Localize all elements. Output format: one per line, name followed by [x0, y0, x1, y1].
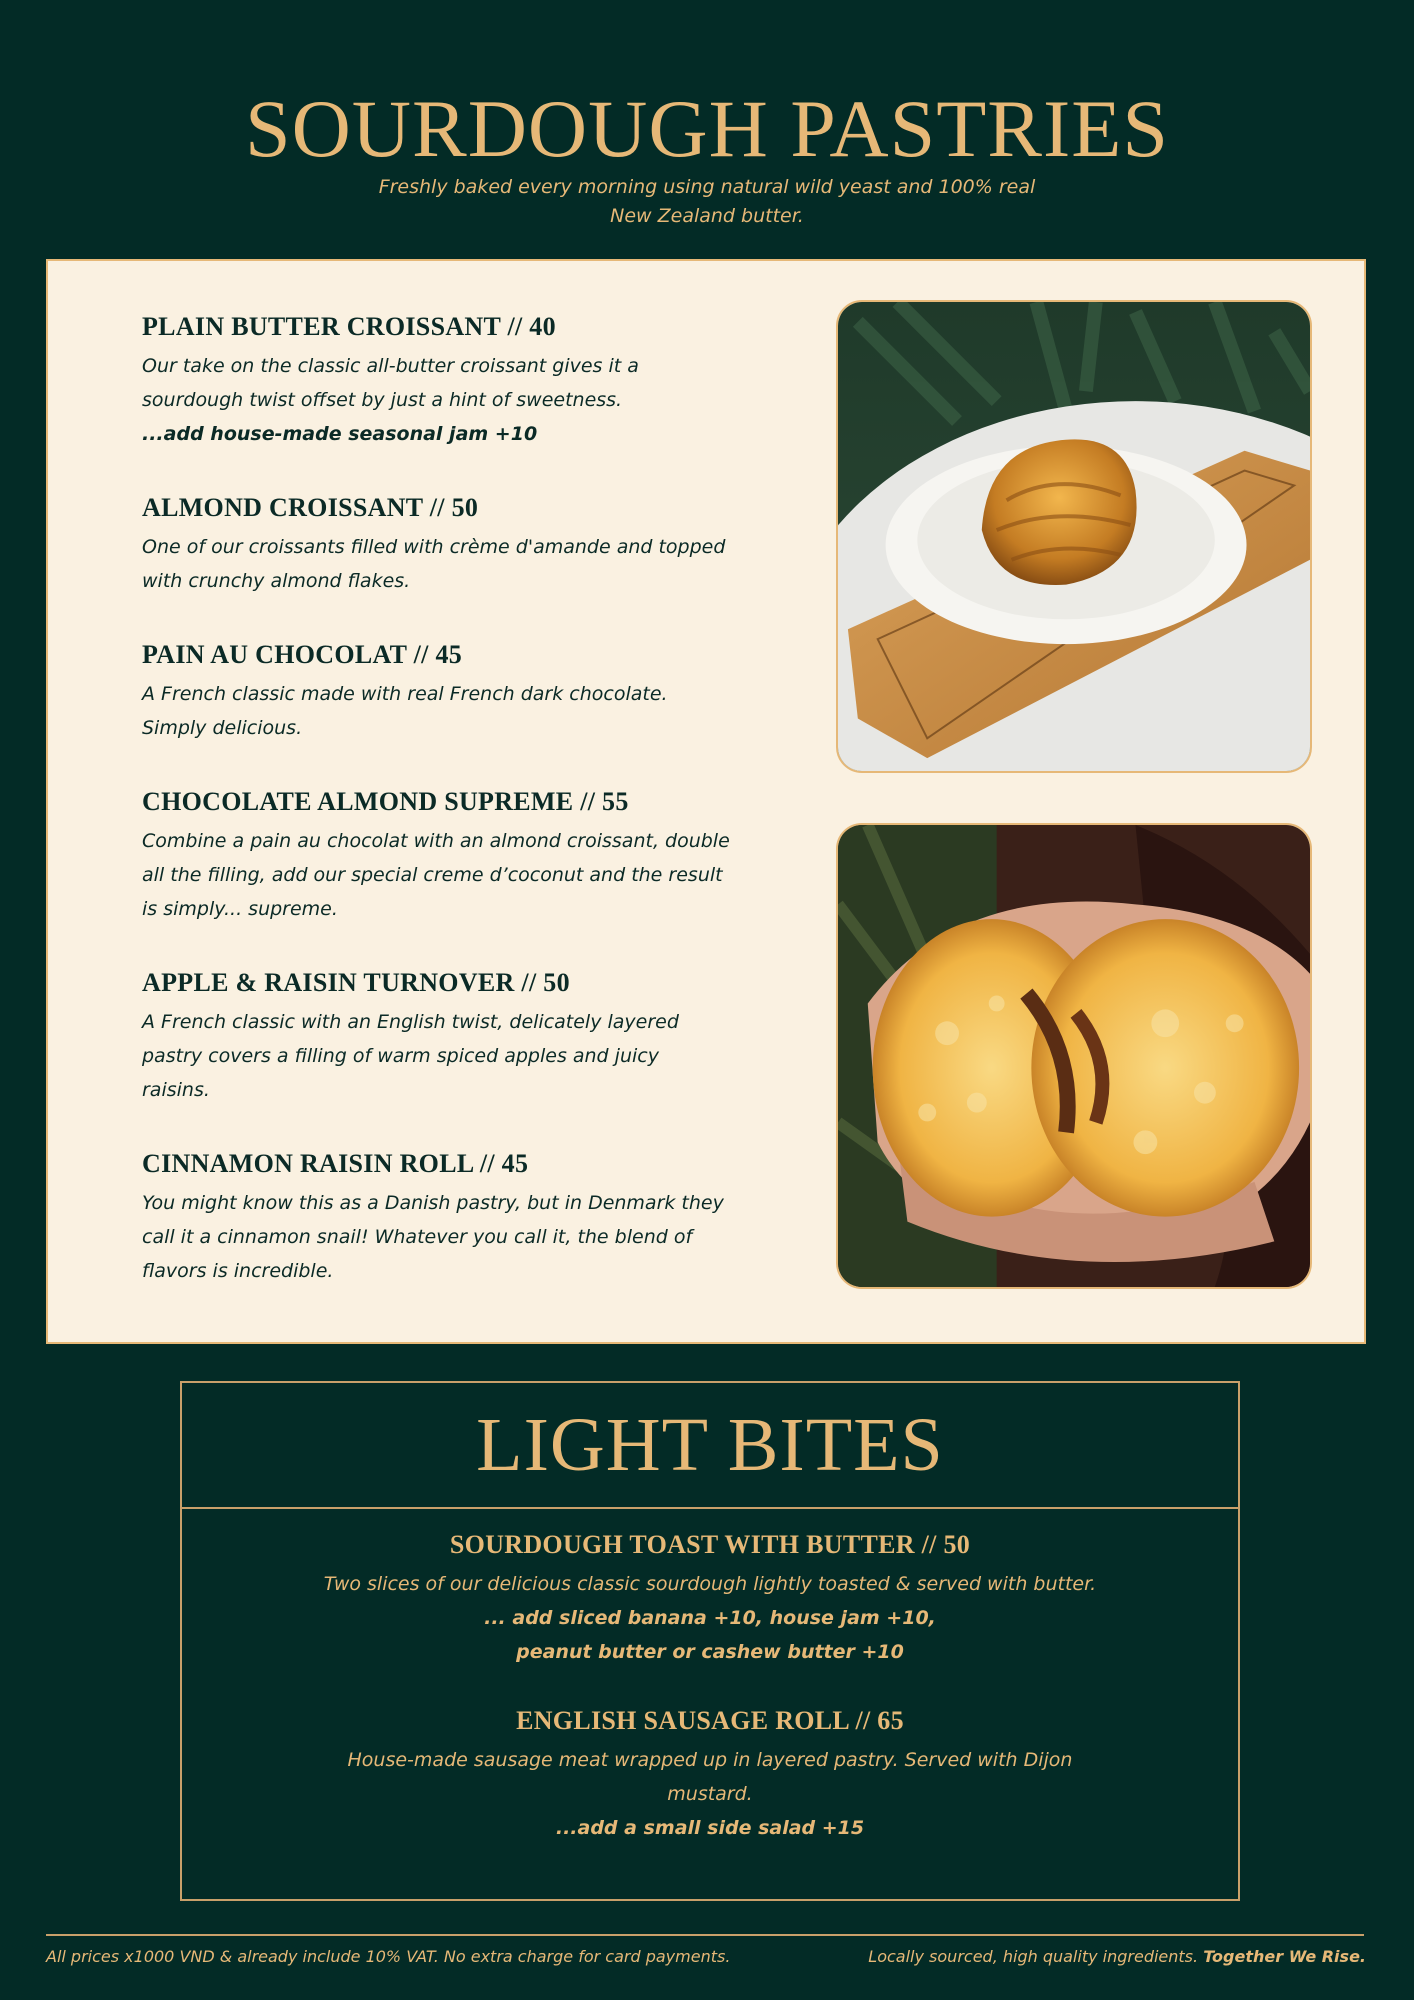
- pastry-in-hands-photo: [836, 823, 1312, 1289]
- menu-item: [142, 967, 732, 1107]
- item-name: ALMOND CROISSANT // 50: [142, 493, 479, 522]
- item-description: One of our croissants filled with crème d'amande and topped with crunchy almond flakes.: [142, 536, 726, 592]
- item-description: A French classic with an English twist, delicately layered pastry covers a filling of warm spiced apples and juicy raisins.: [142, 1011, 679, 1101]
- item-addon: ...add a small side salad +15: [555, 1817, 865, 1839]
- item-description: A French classic made with real French dark chocolate. Simply delicious.: [142, 683, 668, 739]
- menu-item: [142, 311, 732, 451]
- croissant-photo: [836, 300, 1312, 773]
- footer-slogan: Together We Rise.: [1203, 1947, 1366, 1966]
- menu-item: [142, 639, 732, 745]
- item-name: ENGLISH SAUSAGE ROLL // 65: [516, 1706, 904, 1735]
- menu-item: [142, 1148, 732, 1288]
- light-bites-title: LIGHT BITES: [182, 1383, 1238, 1509]
- item-description: You might know this as a Danish pastry, but in Denmark they call it a cinnamon snail! Whatever you call it, the blend of flavors is incredible.: [142, 1192, 724, 1282]
- footer-divider: [46, 1934, 1364, 1936]
- light-bites-section: [180, 1381, 1240, 1901]
- item-addon: ...add house-made seasonal jam +10: [142, 423, 538, 445]
- menu-item: [182, 1705, 1238, 1845]
- item-name: CINNAMON RAISIN ROLL // 45: [142, 1149, 529, 1178]
- item-name: APPLE & RAISIN TURNOVER // 50: [142, 968, 570, 997]
- page-subtitle: Freshly baked every morning using natural wild yeast and 100% real New Zealand butter.: [378, 176, 1036, 227]
- item-name: CHOCOLATE ALMOND SUPREME // 55: [142, 787, 629, 816]
- menu-item: [182, 1529, 1238, 1669]
- item-description: Our take on the classic all-butter croissant gives it a sourdough twist offset by just a hint of sweetness. ...add house-made seasonal jam +10: [142, 355, 639, 445]
- item-description: Combine a pain au chocolat with an almond croissant, double all the filling, add our special creme d’coconut and the result is simply... supreme.: [142, 830, 730, 920]
- menu-item: [142, 786, 732, 926]
- footer-tagline: [868, 1947, 1366, 1966]
- pastry-list: [142, 311, 732, 1329]
- item-addon: ... add sliced banana +10, house jam +10,: [484, 1607, 936, 1629]
- item-description: Two slices of our delicious classic sourdough lightly toasted & served with butter.: [323, 1573, 1097, 1595]
- item-description: House-made sausage meat wrapped up in layered pastry. Served with Dijon mustard.: [347, 1749, 1073, 1805]
- pastries-panel: [46, 259, 1366, 1344]
- menu-item: [142, 492, 732, 598]
- footer-tagline-text: Locally sourced, high quality ingredients.: [868, 1947, 1199, 1966]
- item-addon: peanut butter or cashew butter +10: [516, 1641, 904, 1663]
- page-title: SOURDOUGH PASTRIES: [244, 83, 1169, 174]
- item-name: PLAIN BUTTER CROISSANT // 40: [142, 312, 556, 341]
- item-name: PAIN AU CHOCOLAT // 45: [142, 640, 463, 669]
- item-name: SOURDOUGH TOAST WITH BUTTER // 50: [449, 1530, 971, 1559]
- footer-prices-note: All prices x1000 VND & already include 10% VAT. No extra charge for card payments.: [46, 1947, 731, 1966]
